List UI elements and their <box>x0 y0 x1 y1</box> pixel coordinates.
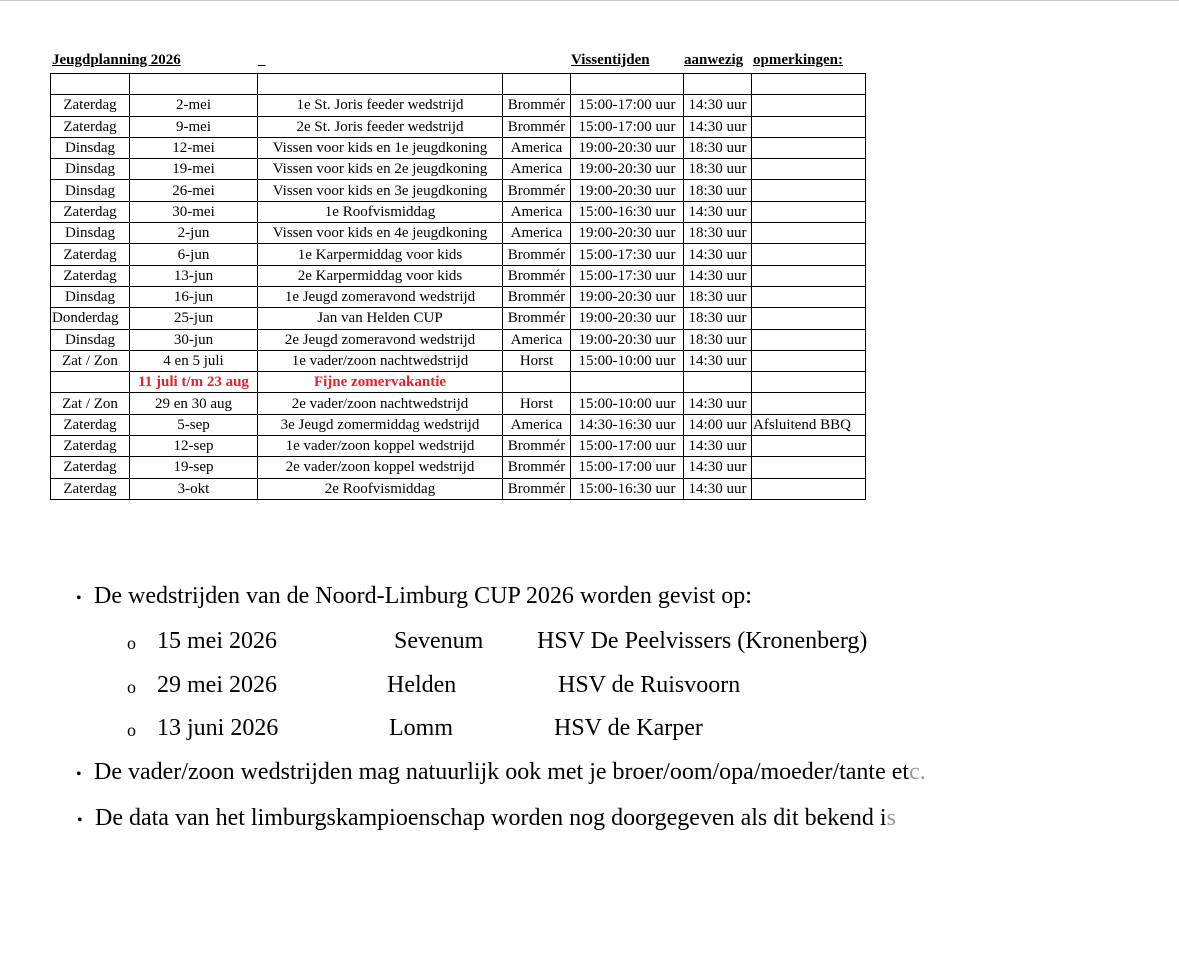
cell-day: Zaterdag <box>51 457 130 478</box>
cell-remarks <box>752 180 866 201</box>
cell-time: 19:00-20:30 uur <box>571 286 684 307</box>
cell-day: Zaterdag <box>51 436 130 457</box>
cell-location: America <box>503 414 571 435</box>
cell-event: Vissen voor kids en 4e jeugdkoning <box>258 223 503 244</box>
cell-remarks <box>752 329 866 350</box>
cell-time <box>571 74 684 95</box>
cell-date: 6-jun <box>130 244 258 265</box>
cup-place-2: Helden <box>387 672 457 698</box>
cell-event: 1e Roofvismiddag <box>258 201 503 222</box>
cell-location: Brommér <box>503 116 571 137</box>
cell-present: 14:30 uur <box>684 393 752 414</box>
cell-day <box>51 372 130 393</box>
cell-present: 18:30 uur <box>684 137 752 158</box>
cell-date: 2-mei <box>130 95 258 116</box>
table-row <box>51 201 866 222</box>
cell-location: Horst <box>503 393 571 414</box>
cell-day: Zat / Zon <box>51 350 130 371</box>
cell-present: 14:30 uur <box>684 436 752 457</box>
cell-day: Zaterdag <box>51 478 130 499</box>
cup-place-3: Lomm <box>389 715 453 741</box>
cell-event: 1e St. Joris feeder wedstrijd <box>258 95 503 116</box>
table-row <box>51 265 866 286</box>
cell-location <box>503 74 571 95</box>
cell-day: Zaterdag <box>51 201 130 222</box>
cell-event: 2e vader/zoon nachtwedstrijd <box>258 393 503 414</box>
cell-event: Jan van Helden CUP <box>258 308 503 329</box>
schedule-table <box>50 73 866 500</box>
cell-time: 15:00-17:00 uur <box>571 457 684 478</box>
cell-location <box>503 372 571 393</box>
top-divider <box>0 0 1179 1</box>
cell-location: Brommér <box>503 457 571 478</box>
cell-remarks <box>752 137 866 158</box>
header-vissentijden: Vissentijden <box>571 52 650 68</box>
cell-date: 4 en 5 juli <box>130 350 258 371</box>
cell-time: 19:00-20:30 uur <box>571 137 684 158</box>
cell-date: 12-sep <box>130 436 258 457</box>
bullet-dot: • <box>77 812 83 829</box>
cell-date: 11 juli t/m 23 aug <box>130 372 258 393</box>
cell-location: America <box>503 223 571 244</box>
cell-present: 14:30 uur <box>684 201 752 222</box>
cell-remarks <box>752 372 866 393</box>
table-row <box>51 393 866 414</box>
cell-event: Vissen voor kids en 3e jeugdkoning <box>258 180 503 201</box>
cell-present <box>684 74 752 95</box>
cell-time: 19:00-20:30 uur <box>571 329 684 350</box>
table-row <box>51 286 866 307</box>
cell-time: 15:00-16:30 uur <box>571 201 684 222</box>
cell-time: 19:00-20:30 uur <box>571 180 684 201</box>
cell-location: America <box>503 159 571 180</box>
cell-location: Brommér <box>503 95 571 116</box>
cell-remarks <box>752 265 866 286</box>
cell-present: 14:30 uur <box>684 457 752 478</box>
table-row <box>51 329 866 350</box>
cell-date: 30-mei <box>130 201 258 222</box>
cell-day: Dinsdag <box>51 137 130 158</box>
cell-location: Brommér <box>503 265 571 286</box>
cell-day: Dinsdag <box>51 180 130 201</box>
table-row <box>51 223 866 244</box>
cell-event: 3e Jeugd zomermiddag wedstrijd <box>258 414 503 435</box>
table-row <box>51 244 866 265</box>
sub-bullet: o <box>127 720 136 740</box>
cell-date: 9-mei <box>130 116 258 137</box>
cell-event: 1e Jeugd zomeravond wedstrijd <box>258 286 503 307</box>
cell-present: 18:30 uur <box>684 308 752 329</box>
cell-remarks <box>752 159 866 180</box>
cell-remarks <box>752 223 866 244</box>
table-row <box>51 180 866 201</box>
cell-present: 14:30 uur <box>684 478 752 499</box>
cell-remarks <box>752 308 866 329</box>
cell-event <box>258 74 503 95</box>
cell-day: Zat / Zon <box>51 393 130 414</box>
table-row <box>51 308 866 329</box>
cell-location: Brommér <box>503 436 571 457</box>
table-row <box>51 414 866 435</box>
table-row <box>51 95 866 116</box>
sub-bullet: o <box>127 633 136 653</box>
cell-remarks <box>752 201 866 222</box>
cell-present: 18:30 uur <box>684 159 752 180</box>
cell-present: 18:30 uur <box>684 329 752 350</box>
table-row <box>51 137 866 158</box>
bullet-dot: • <box>76 590 82 607</box>
cell-time: 19:00-20:30 uur <box>571 159 684 180</box>
cell-date: 5-sep <box>130 414 258 435</box>
cell-location: Horst <box>503 350 571 371</box>
cell-present: 14:30 uur <box>684 95 752 116</box>
cup-date-1: 15 mei 2026 <box>157 628 277 654</box>
cell-remarks <box>752 350 866 371</box>
cell-date: 16-jun <box>130 286 258 307</box>
cup-club-3: HSV de Karper <box>554 715 703 741</box>
cell-date: 19-sep <box>130 457 258 478</box>
vader-zoon-note: De vader/zoon wedstrijden mag natuurlijk ook met je broer/oom/opa/moeder/tante etc. <box>94 759 926 785</box>
cell-date <box>130 74 258 95</box>
cell-present: 14:30 uur <box>684 116 752 137</box>
cell-remarks <box>752 286 866 307</box>
cell-day: Dinsdag <box>51 286 130 307</box>
cell-present: 18:30 uur <box>684 223 752 244</box>
cell-date: 26-mei <box>130 180 258 201</box>
header-opmerkingen: opmerkingen: <box>753 52 843 68</box>
cell-time: 19:00-20:30 uur <box>571 308 684 329</box>
cell-present: 18:30 uur <box>684 286 752 307</box>
cell-remarks <box>752 95 866 116</box>
cell-time: 15:00-17:00 uur <box>571 116 684 137</box>
cell-date: 2-jun <box>130 223 258 244</box>
table-row <box>51 74 866 95</box>
cell-day: Donderdag <box>51 308 130 329</box>
cell-date: 29 en 30 aug <box>130 393 258 414</box>
table-row <box>51 478 866 499</box>
cell-time: 15:00-10:00 uur <box>571 393 684 414</box>
cell-remarks <box>752 393 866 414</box>
cell-present: 14:30 uur <box>684 265 752 286</box>
cup-date-3: 13 juni 2026 <box>157 715 279 741</box>
cell-remarks: Afsluitend BBQ <box>752 414 866 435</box>
cell-location: Brommér <box>503 286 571 307</box>
sub-bullet: o <box>127 677 136 697</box>
kampioenschap-note: De data van het limburgskampioenschap worden nog doorgegeven als dit bekend is <box>95 805 896 831</box>
cell-present: 14:30 uur <box>684 350 752 371</box>
table-row <box>51 457 866 478</box>
header-aanwezig: aanwezig <box>684 52 744 68</box>
cell-event: 2e Jeugd zomeravond wedstrijd <box>258 329 503 350</box>
table-row <box>51 372 866 393</box>
cell-present: 14:30 uur <box>684 244 752 265</box>
cell-location: Brommér <box>503 180 571 201</box>
cell-event: 2e Roofvismiddag <box>258 478 503 499</box>
cell-location: Brommér <box>503 478 571 499</box>
cup-date-2: 29 mei 2026 <box>157 672 277 698</box>
cell-day: Zaterdag <box>51 414 130 435</box>
table-row <box>51 116 866 137</box>
cell-time: 14:30-16:30 uur <box>571 414 684 435</box>
cell-event: Vissen voor kids en 2e jeugdkoning <box>258 159 503 180</box>
cell-event: 2e Karpermiddag voor kids <box>258 265 503 286</box>
cell-location: America <box>503 137 571 158</box>
bullet-dot: • <box>76 766 82 783</box>
cell-event: 2e St. Joris feeder wedstrijd <box>258 116 503 137</box>
cell-day: Zaterdag <box>51 244 130 265</box>
cell-event: 1e vader/zoon koppel wedstrijd <box>258 436 503 457</box>
cell-remarks <box>752 244 866 265</box>
cell-date: 13-jun <box>130 265 258 286</box>
table-row <box>51 436 866 457</box>
cell-date: 25-jun <box>130 308 258 329</box>
cell-day: Dinsdag <box>51 329 130 350</box>
cup-place-1: Sevenum <box>394 628 484 654</box>
cell-day: Zaterdag <box>51 265 130 286</box>
cell-time: 15:00-17:00 uur <box>571 436 684 457</box>
cell-remarks <box>752 116 866 137</box>
cell-day: Zaterdag <box>51 95 130 116</box>
cell-event: Fijne zomervakantie <box>258 372 503 393</box>
cell-remarks <box>752 478 866 499</box>
cell-time: 15:00-16:30 uur <box>571 478 684 499</box>
cell-date: 3-okt <box>130 478 258 499</box>
cell-day: Zaterdag <box>51 116 130 137</box>
cell-remarks <box>752 74 866 95</box>
cell-time: 15:00-17:30 uur <box>571 265 684 286</box>
cell-event: 1e Karpermiddag voor kids <box>258 244 503 265</box>
cell-event: Vissen voor kids en 1e jeugdkoning <box>258 137 503 158</box>
header-blank: _ <box>258 52 266 68</box>
cell-location: America <box>503 329 571 350</box>
cell-present: 18:30 uur <box>684 180 752 201</box>
cell-event: 1e vader/zoon nachtwedstrijd <box>258 350 503 371</box>
cup-intro: De wedstrijden van de Noord-Limburg CUP 2026 worden gevist op: <box>94 583 752 609</box>
cell-remarks <box>752 436 866 457</box>
table-row <box>51 159 866 180</box>
table-row <box>51 350 866 371</box>
cell-event: 2e vader/zoon koppel wedstrijd <box>258 457 503 478</box>
cell-present <box>684 372 752 393</box>
cell-date: 19-mei <box>130 159 258 180</box>
cell-time: 15:00-10:00 uur <box>571 350 684 371</box>
cell-location: Brommér <box>503 308 571 329</box>
cup-club-2: HSV de Ruisvoorn <box>558 672 741 698</box>
document-title: Jeugdplanning 2026 <box>52 52 181 68</box>
cup-club-1: HSV De Peelvissers (Kronenberg) <box>537 628 868 654</box>
cell-present: 14:00 uur <box>684 414 752 435</box>
cell-time <box>571 372 684 393</box>
cell-date: 12-mei <box>130 137 258 158</box>
cell-day <box>51 74 130 95</box>
cell-day: Dinsdag <box>51 223 130 244</box>
cell-location: Brommér <box>503 244 571 265</box>
cell-time: 15:00-17:30 uur <box>571 244 684 265</box>
cell-day: Dinsdag <box>51 159 130 180</box>
cell-remarks <box>752 457 866 478</box>
cell-time: 15:00-17:00 uur <box>571 95 684 116</box>
cell-time: 19:00-20:30 uur <box>571 223 684 244</box>
cell-date: 30-jun <box>130 329 258 350</box>
cell-location: America <box>503 201 571 222</box>
